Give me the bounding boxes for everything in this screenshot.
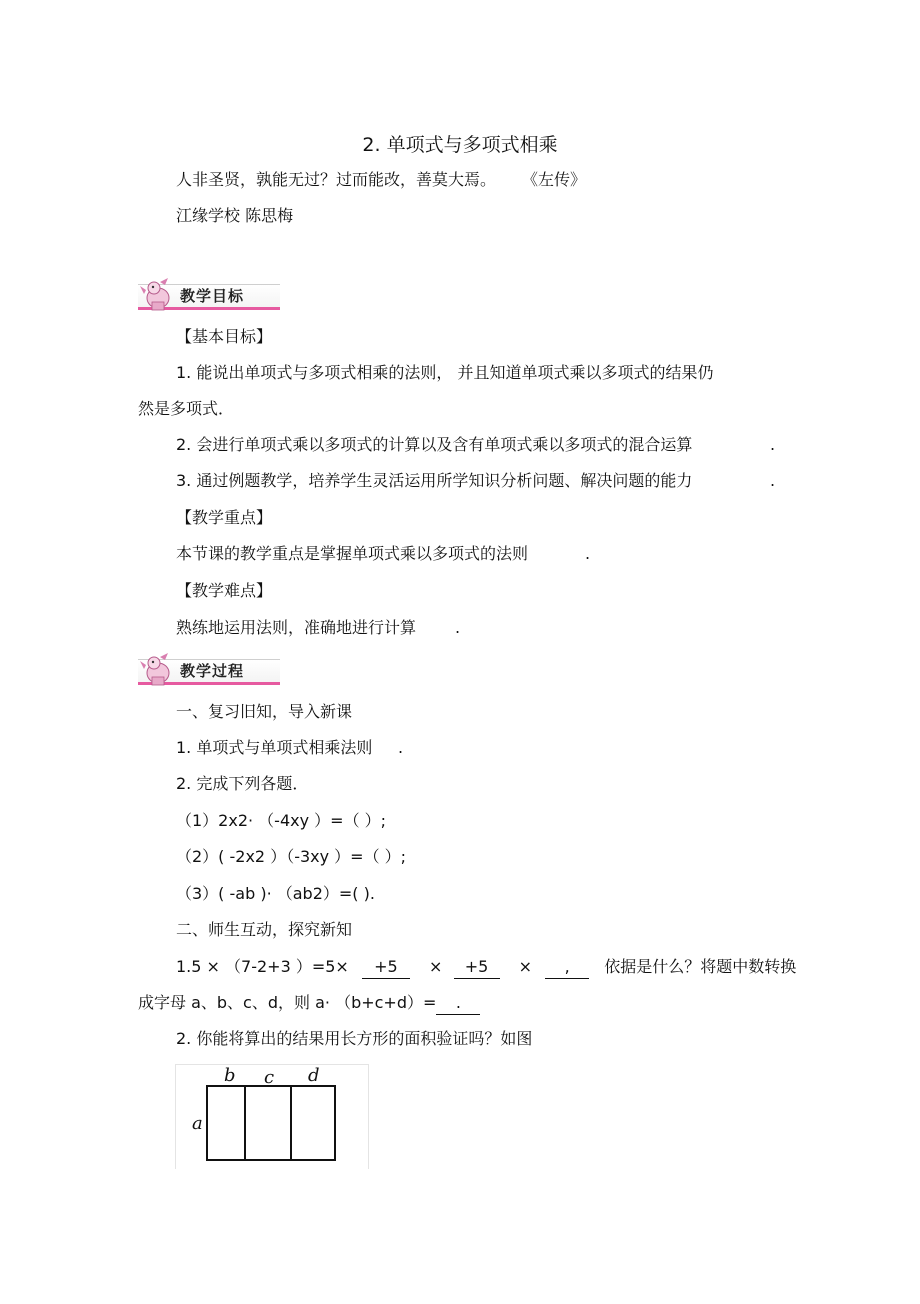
fill-blank-1[interactable]: +5	[362, 956, 410, 979]
calc-prefix: 1.5 × （7-2+3 ）=5×	[176, 957, 349, 976]
quote-source: 《左传》	[522, 170, 587, 189]
times-sign: ×	[429, 957, 443, 976]
basic-goals-header: 【基本目标】	[176, 327, 273, 346]
bird-mascot-icon	[138, 651, 178, 687]
difficulty-dot: .	[455, 618, 461, 637]
bird-mascot-icon	[138, 276, 178, 312]
figure-rect-d	[290, 1085, 336, 1161]
goal-item-2: 2. 会进行单项式乘以多项式的计算以及含有单项式乘以多项式的混合运算	[176, 435, 693, 454]
rectangle-area-figure	[175, 1064, 369, 1169]
exercise-2: （2）( -2x2 ）（-3xy ）=（ ）;	[176, 847, 407, 866]
fill-blank-4[interactable]: .	[436, 992, 480, 1015]
figure-label-d: d	[308, 1065, 320, 1086]
goal-item-1-cont: 然是多项式．	[138, 399, 235, 418]
difficulty-header: 【教学难点】	[176, 581, 273, 600]
figure-rect-b	[206, 1085, 246, 1161]
process-item-2: 2. 完成下列各题．	[176, 774, 309, 793]
page-title: 2. 单项式与多项式相乘	[362, 134, 558, 156]
badge-label: 教学目标	[180, 287, 245, 305]
figure-label-c: c	[264, 1067, 275, 1088]
exercise-3: （3）( -ab )· （ab2）=( ).	[176, 884, 375, 903]
goal-item-3: 3. 通过例题教学，培养学生灵活运用所学知识分析问题、解决问题的能力	[176, 471, 693, 490]
goal-item-2-dot: .	[770, 435, 776, 454]
key-point-dot: .	[585, 544, 591, 563]
verify-question: 2. 你能将算出的结果用长方形的面积验证吗？如图	[176, 1029, 533, 1048]
quote-line	[176, 169, 586, 191]
key-point-text: 本节课的教学重点是掌握单项式乘以多项式的法则	[176, 544, 529, 563]
process-part-2: 二、师生互动，探究新知	[176, 920, 353, 939]
calc-line-1	[176, 956, 796, 979]
calc-line-2-text: 成字母 a、b、c、d，则 a· （b+c+d）=	[138, 993, 437, 1012]
figure-rect-c	[244, 1085, 292, 1161]
fill-blank-2[interactable]: +5	[454, 956, 500, 979]
quote-text: 人非圣贤，孰能无过？过而能改，善莫大焉。	[176, 170, 497, 189]
exercise-1: （1）2x2· （-4xy ）=（ ）;	[176, 811, 387, 830]
badge-label: 教学过程	[180, 662, 245, 680]
process-item-1-dot: .	[398, 738, 404, 757]
fill-blank-3[interactable]: ,	[545, 956, 589, 979]
times-sign: ×	[518, 957, 533, 976]
calc-line-2	[138, 992, 480, 1015]
difficulty-text: 熟练地运用法则，准确地进行计算	[176, 618, 417, 637]
key-point-header: 【教学重点】	[176, 508, 273, 527]
figure-label-b: b	[224, 1065, 236, 1086]
author-line: 江缘学校 陈思梅	[176, 206, 294, 225]
goal-item-3-dot: .	[770, 471, 776, 490]
figure-label-a: a	[192, 1113, 203, 1134]
calc-suffix: 依据是什么？将题中数转换	[604, 957, 797, 976]
section-badge-process	[138, 651, 280, 687]
process-part-1: 一、复习旧知，导入新课	[176, 702, 353, 721]
process-item-1: 1. 单项式与单项式相乘法则	[176, 738, 373, 757]
section-badge-goals	[138, 276, 280, 312]
goal-item-1: 1. 能说出单项式与多项式相乘的法则， 并且知道单项式乘以多项式的结果仍	[176, 363, 714, 382]
